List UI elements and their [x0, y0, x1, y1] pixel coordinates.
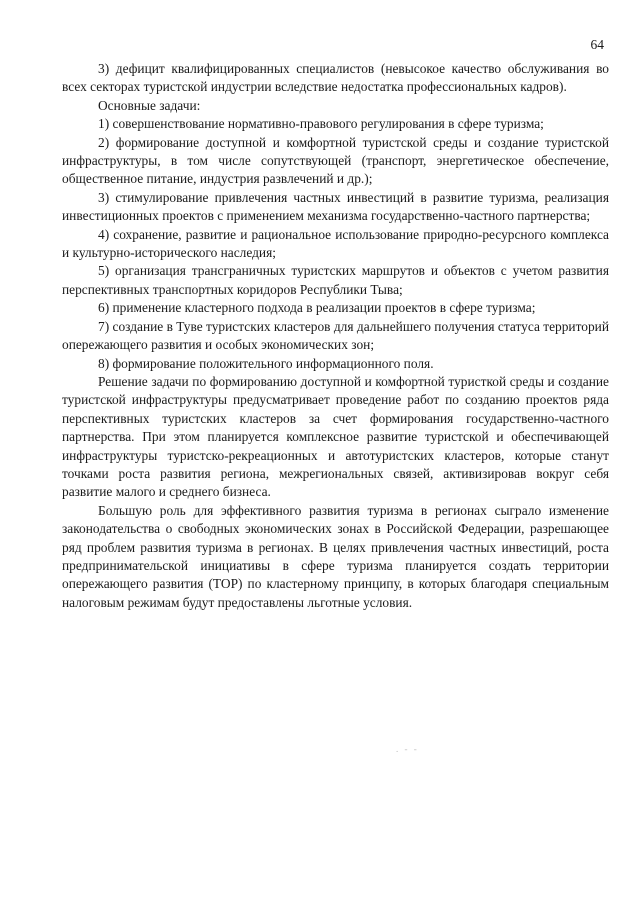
task-item-4: 4) сохранение, развитие и рациональное использование природно-ресурсного комплекса и культурно-исторического наследия;: [62, 226, 609, 261]
task-item-7: 7) создание в Туве туристских кластеров для дальнейшего получения статуса территорий опережающего развития и особых экономических зон;: [62, 318, 609, 353]
task-item-6: 6) применение кластерного подхода в реализации проектов в сфере туризма;: [98, 300, 536, 316]
paragraph-infrastructure-solution: Решение задачи по формированию доступной и комфортной туристкой среды и создание туристской инфраструктуры предусматривает проведение работ по созданию проектов ряда перспективных туристских кластеров за счет формирования государственно-частного партнерства. При этом планируется комплексное развитие туристской и обеспечивающей инфраструктуры туристско-рекреационных и автотуристских кластеров, которые станут точками роста развития региона, межрегиональных связей, активизировав вокруг себя развитие малого и среднего бизнеса.: [62, 373, 609, 500]
task-item-8: 8) формирование положительного информационного поля.: [98, 355, 434, 371]
task-item-2: 2) формирование доступной и комфортной туристской среды и создание туристской инфраструктуры, в том числе сопутствующей (транспорт, энергетическое обеспечение, общественное питание, индустрия развлечений и др.);: [62, 134, 609, 187]
scan-artifact-mark: . - -: [396, 744, 419, 754]
task-item-5: 5) организация трансграничных туристских маршрутов и объектов с учетом развития перспективных транспортных коридоров Республики Тыва;: [62, 263, 609, 297]
page-number: 64: [590, 37, 604, 52]
task-item-1: 1) совершенствование нормативно-правового регулирования в сфере туризма;: [98, 116, 544, 132]
paragraph-legislation-role: Большую роль для эффективного развития туризма в регионах сыграло изменение законодательства о свободных экономических зонах в Российской Федерации, разрешающее ряд проблем развития туризма в регионах. В целях привлечения частных инвестиций, роста предпринимательской инициативы в сфере туризма планируется создать территории опережающего развития (ТОР) по кластерному принципу, в которых благодаря специальным налоговым режимам будут предоставлены льготные условия.: [62, 502, 609, 610]
body-text: [62, 60, 609, 612]
task-item-3: 3) стимулирование привлечения частных инвестиций в развитие туризма, реализация инвестиционных проектов с применением механизма государственно-частного партнерства;: [62, 189, 609, 224]
paragraph-deficit-specialists: 3) дефицит квалифицированных специалистов (невысокое качество обслуживания во всех секторах туристской индустрии вследствие недостатка профессиональных кадров).: [62, 61, 609, 95]
paragraph-main-tasks-heading: Основные задачи:: [98, 97, 201, 113]
